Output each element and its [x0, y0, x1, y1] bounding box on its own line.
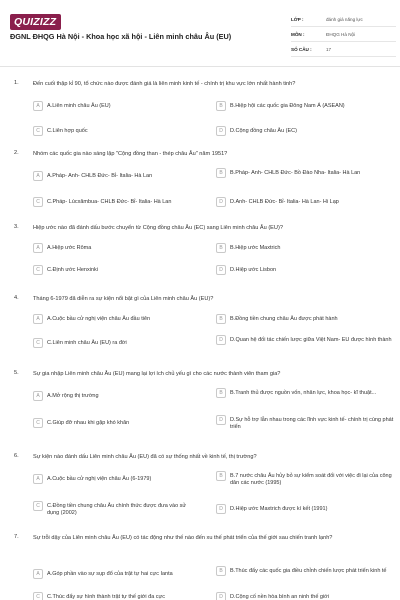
- option-letter-box: C: [33, 592, 43, 600]
- option-a[interactable]: [33, 391, 187, 401]
- worksheet-header: [0, 0, 400, 62]
- info-label: MÔN :: [291, 31, 305, 37]
- option-text: A.Hiệp ước Rôma: [47, 244, 92, 251]
- option-text: C.Giúp đỡ nhau khi gặp khó khăn: [47, 419, 130, 426]
- info-value: đánh giá năng lực: [326, 16, 363, 22]
- option-text: B.Hiệp ước Maxtrich: [230, 244, 281, 251]
- option-d[interactable]: [216, 415, 400, 431]
- header-divider: [0, 66, 400, 67]
- option-d[interactable]: [216, 265, 400, 275]
- option-c[interactable]: [33, 592, 187, 600]
- option-text: A.Pháp- Anh- CHLB Đức- Bỉ- Italia- Hà Lan: [47, 172, 153, 179]
- option-b[interactable]: [216, 101, 400, 111]
- option-text: D.Sự hỗ trợ lẫn nhau trong các lĩnh vực kinh tế- chính trị cùng phát triển: [230, 416, 394, 430]
- option-letter-box: B: [216, 471, 226, 481]
- question-text: Hiệp ước nào đã đánh dấu bước chuyển từ Cộng đồng châu Âu (EC) sang Liên minh châu Âu (EU)?: [33, 225, 283, 231]
- option-letter-box: C: [33, 338, 43, 348]
- option-letter-box: C: [33, 126, 43, 136]
- option-a[interactable]: [33, 101, 187, 111]
- worksheet-title: ĐGNL ĐHQG Hà Nội - Khoa học xã hội - Liên minh châu Âu (EU): [10, 32, 232, 41]
- option-text: D.Anh- CHLB Đức- Bỉ- Italia- Hà Lan- Hi Lạp: [230, 198, 339, 205]
- option-text: D.Hiệp ước Maxtrich được kí kết (1991): [230, 505, 328, 512]
- info-row-subject: [291, 27, 396, 42]
- option-text: A.Cuộc bầu cử nghị viện châu Âu đầu tiên: [47, 315, 151, 322]
- option-text: B.Pháp- Anh- CHLB Đức- Bồ Đào Nha- Italia- Hà Lan: [230, 169, 361, 176]
- option-text: A.Góp phần vào sự sụp đổ của trật tự hai cực Ianta: [47, 570, 173, 577]
- option-letter-box: C: [33, 197, 43, 207]
- option-letter-box: D: [216, 197, 226, 207]
- option-letter-box: B: [216, 243, 226, 253]
- question-text: Tháng 6-1979 đã diễn ra sự kiện nổi bật gì của Liên minh châu Âu (EU)?: [33, 296, 214, 302]
- option-d[interactable]: [216, 126, 400, 136]
- option-letter-box: B: [216, 314, 226, 324]
- option-text: C.Pháp- Lúcxămbua- CHLB Đức- Bỉ- Italia- Hà Lan: [47, 198, 172, 205]
- option-c[interactable]: [33, 197, 187, 207]
- option-b[interactable]: [216, 168, 400, 178]
- option-letter-box: A: [33, 101, 43, 111]
- question-number: 1.: [14, 80, 19, 86]
- option-letter-box: D: [216, 265, 226, 275]
- question-number: 4.: [14, 295, 19, 301]
- option-b[interactable]: [216, 314, 400, 324]
- info-value: 17: [326, 46, 332, 52]
- option-a[interactable]: [33, 171, 187, 181]
- option-text: D.Cộng cố nền hòa bình an ninh thế giới: [230, 593, 330, 600]
- question-text: Nhóm các quốc gia nào sáng lập "Cộng đồng than - thép châu Âu" năm 1951?: [33, 151, 228, 157]
- option-a[interactable]: [33, 243, 187, 253]
- question-number: 2.: [14, 150, 19, 156]
- option-text: B.Thúc đẩy các quốc gia điều chỉnh chiến lược phát triển kinh tế: [230, 567, 387, 574]
- option-d[interactable]: [216, 197, 400, 207]
- question-number: 3.: [14, 224, 19, 230]
- option-letter-box: C: [33, 501, 43, 511]
- option-d[interactable]: [216, 335, 400, 345]
- option-text: C.Liên minh châu Âu (EU) ra đời: [47, 339, 127, 346]
- option-letter-box: A: [33, 314, 43, 324]
- option-text: D.Cộng đồng châu Âu (EC): [230, 127, 297, 134]
- option-letter-box: A: [33, 243, 43, 253]
- option-letter-box: B: [216, 388, 226, 398]
- option-letter-box: D: [216, 415, 226, 425]
- info-label: LỚP :: [291, 16, 304, 22]
- option-d[interactable]: [216, 592, 400, 600]
- info-row-class: [291, 12, 396, 27]
- option-c[interactable]: [33, 418, 187, 428]
- info-label: SỐ CÂU :: [291, 46, 312, 52]
- option-letter-box: A: [33, 569, 43, 579]
- option-c[interactable]: [33, 338, 187, 348]
- option-text: C.Định ước Henxinki: [47, 266, 98, 273]
- option-a[interactable]: [33, 314, 187, 324]
- option-text: A.Liên minh châu Âu (EU): [47, 102, 111, 109]
- option-c[interactable]: [33, 501, 187, 517]
- option-b[interactable]: [216, 471, 400, 487]
- option-letter-box: B: [216, 566, 226, 576]
- option-a[interactable]: [33, 474, 187, 484]
- question-text: Đến cuối thập kỉ 90, tổ chức nào được đánh giá là liên minh kinh tế - chính trị khu vực lớn nhất hành tinh?: [33, 81, 296, 87]
- option-d[interactable]: [216, 504, 400, 514]
- info-table: [291, 12, 396, 57]
- question-number: 5.: [14, 370, 19, 376]
- option-letter-box: A: [33, 474, 43, 484]
- question-text: Sự kiện nào đánh dấu Liên minh châu Âu (EU) đã có sự thống nhất về kinh tế, thị trường?: [33, 454, 257, 460]
- option-text: B.Đồng tiền chung châu Âu được phát hành: [230, 315, 338, 322]
- option-c[interactable]: [33, 265, 187, 275]
- option-letter-box: C: [33, 418, 43, 428]
- question-text: Sự gia nhập Liên minh châu Âu (EU) mang lại lợi ích chủ yếu gì cho các nước thành viên tham gia?: [33, 371, 281, 377]
- option-text: B.Hiệp hội các quốc gia Đông Nam Á (ASEAN): [230, 102, 345, 109]
- question-number: 6.: [14, 453, 19, 459]
- option-letter-box: D: [216, 335, 226, 345]
- question-text: Sự trỗi dậy của Liên minh châu Âu (EU) có tác động như thế nào đến xu thế phát triển của thế giới sau chiến tranh lạnh?: [33, 535, 333, 541]
- option-b[interactable]: [216, 243, 400, 253]
- option-letter-box: B: [216, 101, 226, 111]
- option-text: C.Liên hợp quốc: [47, 127, 88, 134]
- option-letter-box: C: [33, 265, 43, 275]
- option-letter-box: D: [216, 504, 226, 514]
- option-text: D.Quan hệ đối tác chiến lược giữa Việt Nam- EU được hình thành: [230, 336, 392, 343]
- option-text: D.Hiệp ước Lisbon: [230, 266, 277, 273]
- option-text: C.Thúc đẩy sự hình thành trật tự thế giới đa cực: [47, 593, 165, 600]
- quizizz-logo: QUIZIZZ: [10, 14, 61, 30]
- option-text: B.7 nước châu Âu hủy bỏ sự kiểm soát đối với việc đi lại của công dân các nước (1995): [230, 472, 392, 486]
- option-a[interactable]: [33, 569, 187, 579]
- option-text: C.Đồng tiền chung châu Âu chính thức được đưa vào sử dụng (2002): [47, 502, 187, 516]
- question-number: 7.: [14, 534, 19, 540]
- option-letter-box: A: [33, 391, 43, 401]
- option-c[interactable]: [33, 126, 187, 136]
- option-b[interactable]: [216, 388, 400, 398]
- option-letter-box: A: [33, 171, 43, 181]
- option-letter-box: D: [216, 592, 226, 600]
- option-letter-box: D: [216, 126, 226, 136]
- info-value: ĐHQG Hà Nội: [326, 31, 356, 37]
- option-text: B.Tranh thủ được nguồn vốn, nhân lực, khoa học- kĩ thuật...: [230, 389, 377, 396]
- option-text: A.Cuộc bầu cử nghị viện châu Âu (6-1979): [47, 475, 152, 482]
- option-b[interactable]: [216, 566, 400, 576]
- info-row-count: [291, 42, 396, 57]
- option-text: A.Mở rộng thị trường: [47, 392, 99, 399]
- option-letter-box: B: [216, 168, 226, 178]
